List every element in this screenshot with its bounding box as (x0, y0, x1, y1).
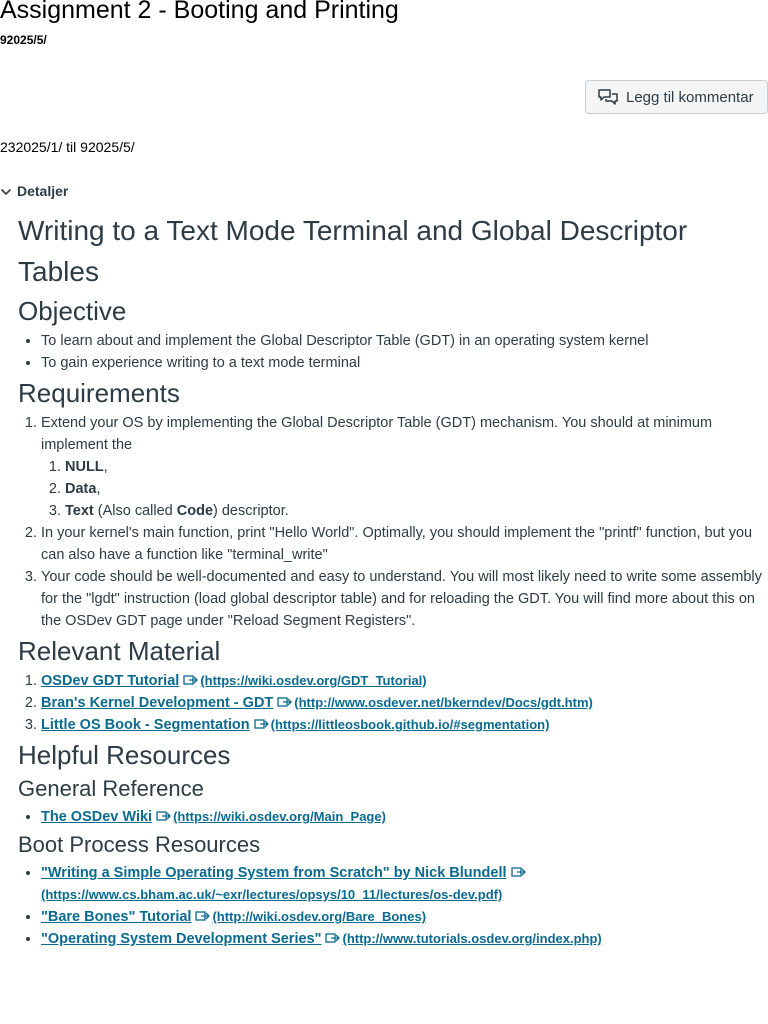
little-os-book-link[interactable] (41, 717, 549, 733)
external-link-icon (511, 866, 527, 878)
list-item: 3. Your code should be well-documented and easy to understand. You will most likely need to write some assembly for the "lgdt" instruction (load global descriptor table) and for reloading the GDT. You will find more about this on the OSDev GDT page under "Reload Segment Registers". (41, 566, 768, 632)
link-url: (https://wiki.osdev.org/Main_Page) (173, 809, 386, 824)
relevant-material-heading: Relevant Material (18, 636, 221, 666)
add-comment-label: Legg til kommentar (626, 88, 754, 106)
list-item (41, 906, 768, 928)
list-item (41, 862, 768, 906)
external-link-icon (183, 674, 199, 686)
boot-process-heading: Boot Process Resources (18, 832, 261, 857)
objective-heading: Objective (18, 296, 127, 326)
link-text: "Writing a Simple Operating System from Scratch" by Nick Blundell (41, 865, 507, 881)
general-reference-list (18, 806, 768, 828)
list-item (41, 670, 768, 692)
list-text: ) descriptor. (213, 503, 289, 519)
link-url: (http://www.tutorials.osdev.org/index.php) (342, 931, 602, 946)
requirement-text: Extend your OS by implementing the Global Descriptor Table (GDT) mechanism. You should at minimum implement the (41, 415, 713, 453)
bold-term: Code (176, 503, 214, 519)
boot-process-list (18, 862, 768, 950)
list-item (41, 806, 768, 828)
list-item: 2. In your kernel's main function, print "Hello World". Optimally, you should implement the "printf" function, but you can also have a function like "terminal_write" (41, 522, 768, 566)
link-url: (https://www.cs.bham.ac.uk/~exr/lectures/opsys/10_11/lectures/os-dev.pdf) (41, 887, 503, 902)
list-item (65, 478, 768, 500)
list-item: • To gain experience writing to a text mode terminal (41, 352, 768, 374)
external-link-icon (195, 910, 211, 922)
list-item (41, 928, 768, 950)
descriptor-list (41, 456, 768, 522)
helpful-resources-heading: Helpful Resources (18, 740, 231, 770)
list-item (41, 692, 768, 714)
list-item (65, 456, 768, 478)
comment-icon (597, 87, 619, 107)
list-item (41, 714, 768, 736)
chevron-down-icon (0, 185, 12, 197)
osdev-wiki-link[interactable] (41, 809, 386, 825)
link-url: (https://littleosbook.github.io/#segmentation) (270, 717, 550, 732)
link-text: The OSDev Wiki (41, 809, 153, 825)
general-reference-heading: General Reference (18, 776, 204, 801)
link-text: "Bare Bones" Tutorial (41, 909, 192, 925)
bold-term: NULL (65, 459, 104, 475)
bare-bones-link[interactable] (41, 909, 426, 925)
page-title: Assignment 2 - Booting and Printing (0, 0, 399, 24)
link-url: (http://wiki.osdev.org/Bare_Bones) (212, 909, 427, 924)
due-date: 92025/5/ (0, 33, 47, 47)
list-item (41, 412, 768, 522)
external-link-icon (277, 696, 293, 708)
os-dev-series-link[interactable] (41, 931, 602, 947)
add-comment-button[interactable] (585, 80, 768, 114)
link-url: (https://wiki.osdev.org/GDT_Tutorial) (200, 673, 427, 688)
requirements-list (18, 412, 768, 632)
main-heading: Writing to a Text Mode Terminal and Global Descriptor Tables (18, 215, 688, 287)
brans-kernel-gdt-link[interactable] (41, 695, 593, 711)
writing-simple-os-link[interactable] (41, 865, 528, 903)
list-item (65, 500, 768, 522)
external-link-icon (325, 932, 341, 944)
requirements-heading: Requirements (18, 378, 180, 408)
link-text: OSDev GDT Tutorial (41, 673, 180, 689)
link-text: Little OS Book - Segmentation (41, 717, 250, 733)
details-toggle[interactable] (0, 183, 68, 199)
external-link-icon (156, 810, 172, 822)
relevant-material-list (18, 670, 768, 736)
details-label: Detaljer (17, 183, 69, 199)
list-text: , (96, 481, 101, 497)
list-text: (Also called (93, 503, 177, 519)
osdev-gdt-tutorial-link[interactable] (41, 673, 427, 689)
availability-dates: 232025/1/ til 92025/5/ (0, 139, 135, 155)
objective-list (18, 330, 768, 374)
assignment-description (18, 204, 768, 952)
list-item: • To learn about and implement the Global Descriptor Table (GDT) in an operating system kernel (41, 330, 768, 352)
external-link-icon (254, 718, 270, 730)
bold-term: Text (65, 503, 94, 519)
link-text: Bran's Kernel Development - GDT (41, 695, 274, 711)
link-url: (http://www.osdever.net/bkerndev/Docs/gdt.htm) (294, 695, 593, 710)
list-text: , (103, 459, 108, 475)
bold-term: Data (65, 481, 97, 497)
link-text: "Operating System Development Series" (41, 931, 322, 947)
